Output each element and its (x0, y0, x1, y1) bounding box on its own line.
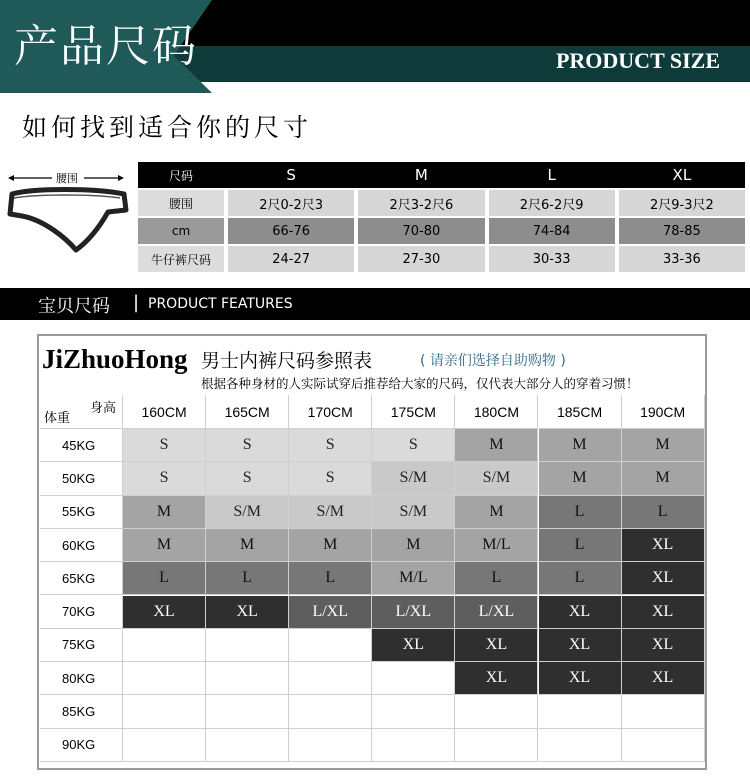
features-title-cn: 宝贝尺码 (38, 296, 110, 317)
weight-label: 55KG (40, 496, 123, 529)
height-header: 190CM (622, 395, 705, 429)
size-grid-cell (123, 695, 206, 728)
size-grid-cell: L (539, 562, 622, 595)
size-grid-cell: S (206, 462, 289, 495)
size-grid-cell: M/L (455, 529, 538, 562)
size-grid-cell: S (123, 462, 206, 495)
size-grid-cell: S (289, 462, 372, 495)
size-l: L (489, 162, 615, 188)
size-grid-cell: L (289, 562, 372, 595)
size-grid-cell (539, 695, 622, 728)
size-grid-cell: XL (539, 629, 622, 662)
banner-title: 产品尺码 (14, 21, 198, 72)
size-grid-cell (622, 695, 705, 728)
brand-name: JiZhuoHong (42, 344, 188, 374)
size-cell: 74-84 (489, 218, 615, 244)
size-grid-cell (289, 729, 372, 762)
weight-label: 70KG (40, 596, 123, 629)
size-grid-cell: M (455, 496, 538, 529)
how-to-heading: 如何找到适合你的尺寸 (22, 113, 313, 142)
weight-label: 80KG (40, 662, 123, 695)
size-cell: 78-85 (619, 218, 745, 244)
size-grid-cell: XL (123, 596, 206, 629)
features-separator: | (133, 292, 140, 313)
weight-label: 60KG (40, 529, 123, 562)
size-grid-cell: XL (622, 562, 705, 595)
size-grid-cell (123, 729, 206, 762)
size-grid-cell (206, 729, 289, 762)
size-grid-cell: L (539, 529, 622, 562)
size-grid-cell: M (539, 429, 622, 462)
size-s: S (228, 162, 354, 188)
weight-label: 45KG (40, 429, 123, 462)
size-grid-cell (372, 695, 455, 728)
features-title-en: PRODUCT FEATURES (148, 296, 293, 312)
size-grid-cell: XL (539, 596, 622, 629)
size-table-header (138, 162, 745, 188)
size-grid-cell: M (123, 529, 206, 562)
size-grid-cell: XL (455, 662, 538, 695)
height-header: 170CM (289, 395, 372, 429)
size-grid-cell: L (123, 562, 206, 595)
corner-weight-label: 体重 (44, 411, 71, 426)
size-cell: 66-76 (228, 218, 354, 244)
size-cell: 2尺3-2尺6 (358, 190, 484, 216)
weight-label: 90KG (40, 729, 123, 762)
size-grid-cell: S/M (289, 496, 372, 529)
features-bar (0, 288, 750, 320)
size-m: M (358, 162, 484, 188)
header-banner (0, 0, 750, 93)
size-grid-cell: XL (206, 596, 289, 629)
row-label: 牛仔裤尺码 (138, 246, 224, 272)
size-grid-cell: S/M (455, 462, 538, 495)
size-grid-cell: XL (455, 629, 538, 662)
size-grid-cell (206, 629, 289, 662)
size-grid-cell: XL (622, 529, 705, 562)
size-grid-cell (206, 662, 289, 695)
height-header: 185CM (539, 395, 622, 429)
size-grid-cell: S (289, 429, 372, 462)
size-grid-cell: S (372, 429, 455, 462)
size-grid-cell: XL (539, 662, 622, 695)
weight-label: 50KG (40, 462, 123, 495)
size-grid-cell: S/M (372, 462, 455, 495)
height-header: 180CM (455, 395, 538, 429)
size-cell: 2尺0-2尺3 (228, 190, 354, 216)
chart-hint: ( 请亲们选择自助购物 ) (420, 353, 566, 369)
corner-height-label: 身高 (89, 401, 116, 416)
size-grid-cell: M (539, 462, 622, 495)
size-grid-cell: L (206, 562, 289, 595)
row-label: cm (138, 218, 224, 244)
size-grid-cell: L (455, 562, 538, 595)
size-cell: 30-33 (489, 246, 615, 272)
size-grid-cell: XL (622, 662, 705, 695)
size-grid-cell: XL (622, 629, 705, 662)
size-cell: 27-30 (358, 246, 484, 272)
size-grid-cell (622, 729, 705, 762)
size-grid-cell: S (206, 429, 289, 462)
size-grid-cell: L/XL (289, 596, 372, 629)
size-cell: 70-80 (358, 218, 484, 244)
size-grid-cell: XL (372, 629, 455, 662)
size-grid-cell: L (622, 496, 705, 529)
size-row-jeans (138, 246, 745, 272)
size-grid-cell: M (622, 462, 705, 495)
size-grid-cell: S (123, 429, 206, 462)
row-label: 腰围 (138, 190, 224, 216)
size-grid-cell: M (123, 496, 206, 529)
size-grid-cell (289, 662, 372, 695)
size-grid-cell (455, 729, 538, 762)
height-header: 165CM (206, 395, 289, 429)
height-header: 160CM (123, 395, 206, 429)
waist-label: 腰围 (56, 172, 78, 185)
size-row-waist (138, 190, 745, 216)
size-grid-cell (206, 695, 289, 728)
grid-corner (40, 395, 123, 429)
size-grid-cell: M/L (372, 562, 455, 595)
size-grid-cell: L (539, 496, 622, 529)
weight-label: 65KG (40, 562, 123, 595)
size-cell: 2尺9-3尺2 (619, 190, 745, 216)
size-grid-cell (289, 629, 372, 662)
size-grid-cell: L/XL (372, 596, 455, 629)
chart-title: 男士内裤尺码参照表 (201, 350, 373, 372)
size-grid-cell: M (289, 529, 372, 562)
size-grid-cell (372, 729, 455, 762)
size-header-label: 尺码 (138, 162, 224, 188)
size-grid-cell (455, 695, 538, 728)
size-cell: 24-27 (228, 246, 354, 272)
size-cell: 33-36 (619, 246, 745, 272)
banner-subtitle: PRODUCT SIZE (555, 48, 720, 73)
size-grid-cell: S/M (372, 496, 455, 529)
size-grid-cell: L/XL (455, 596, 538, 629)
size-grid-cell: XL (622, 596, 705, 629)
size-grid-cell: M (372, 529, 455, 562)
size-grid-cell: M (622, 429, 705, 462)
size-grid-cell: M (206, 529, 289, 562)
size-xl: XL (619, 162, 745, 188)
weight-label: 75KG (40, 629, 123, 662)
size-grid-cell (289, 695, 372, 728)
size-grid-cell (539, 729, 622, 762)
height-header: 175CM (372, 395, 455, 429)
size-cell: 2尺6-2尺9 (489, 190, 615, 216)
size-grid-cell: M (455, 429, 538, 462)
weight-label: 85KG (40, 695, 123, 728)
size-grid-cell: S/M (206, 496, 289, 529)
size-grid-cell (123, 662, 206, 695)
chart-note: 根据各种身材的人实际试穿后推荐给大家的尺码，仅代表大部分人的穿着习惯！ (201, 376, 639, 391)
size-grid-cell (372, 662, 455, 695)
size-grid-cell (123, 629, 206, 662)
size-row-cm (138, 218, 745, 244)
